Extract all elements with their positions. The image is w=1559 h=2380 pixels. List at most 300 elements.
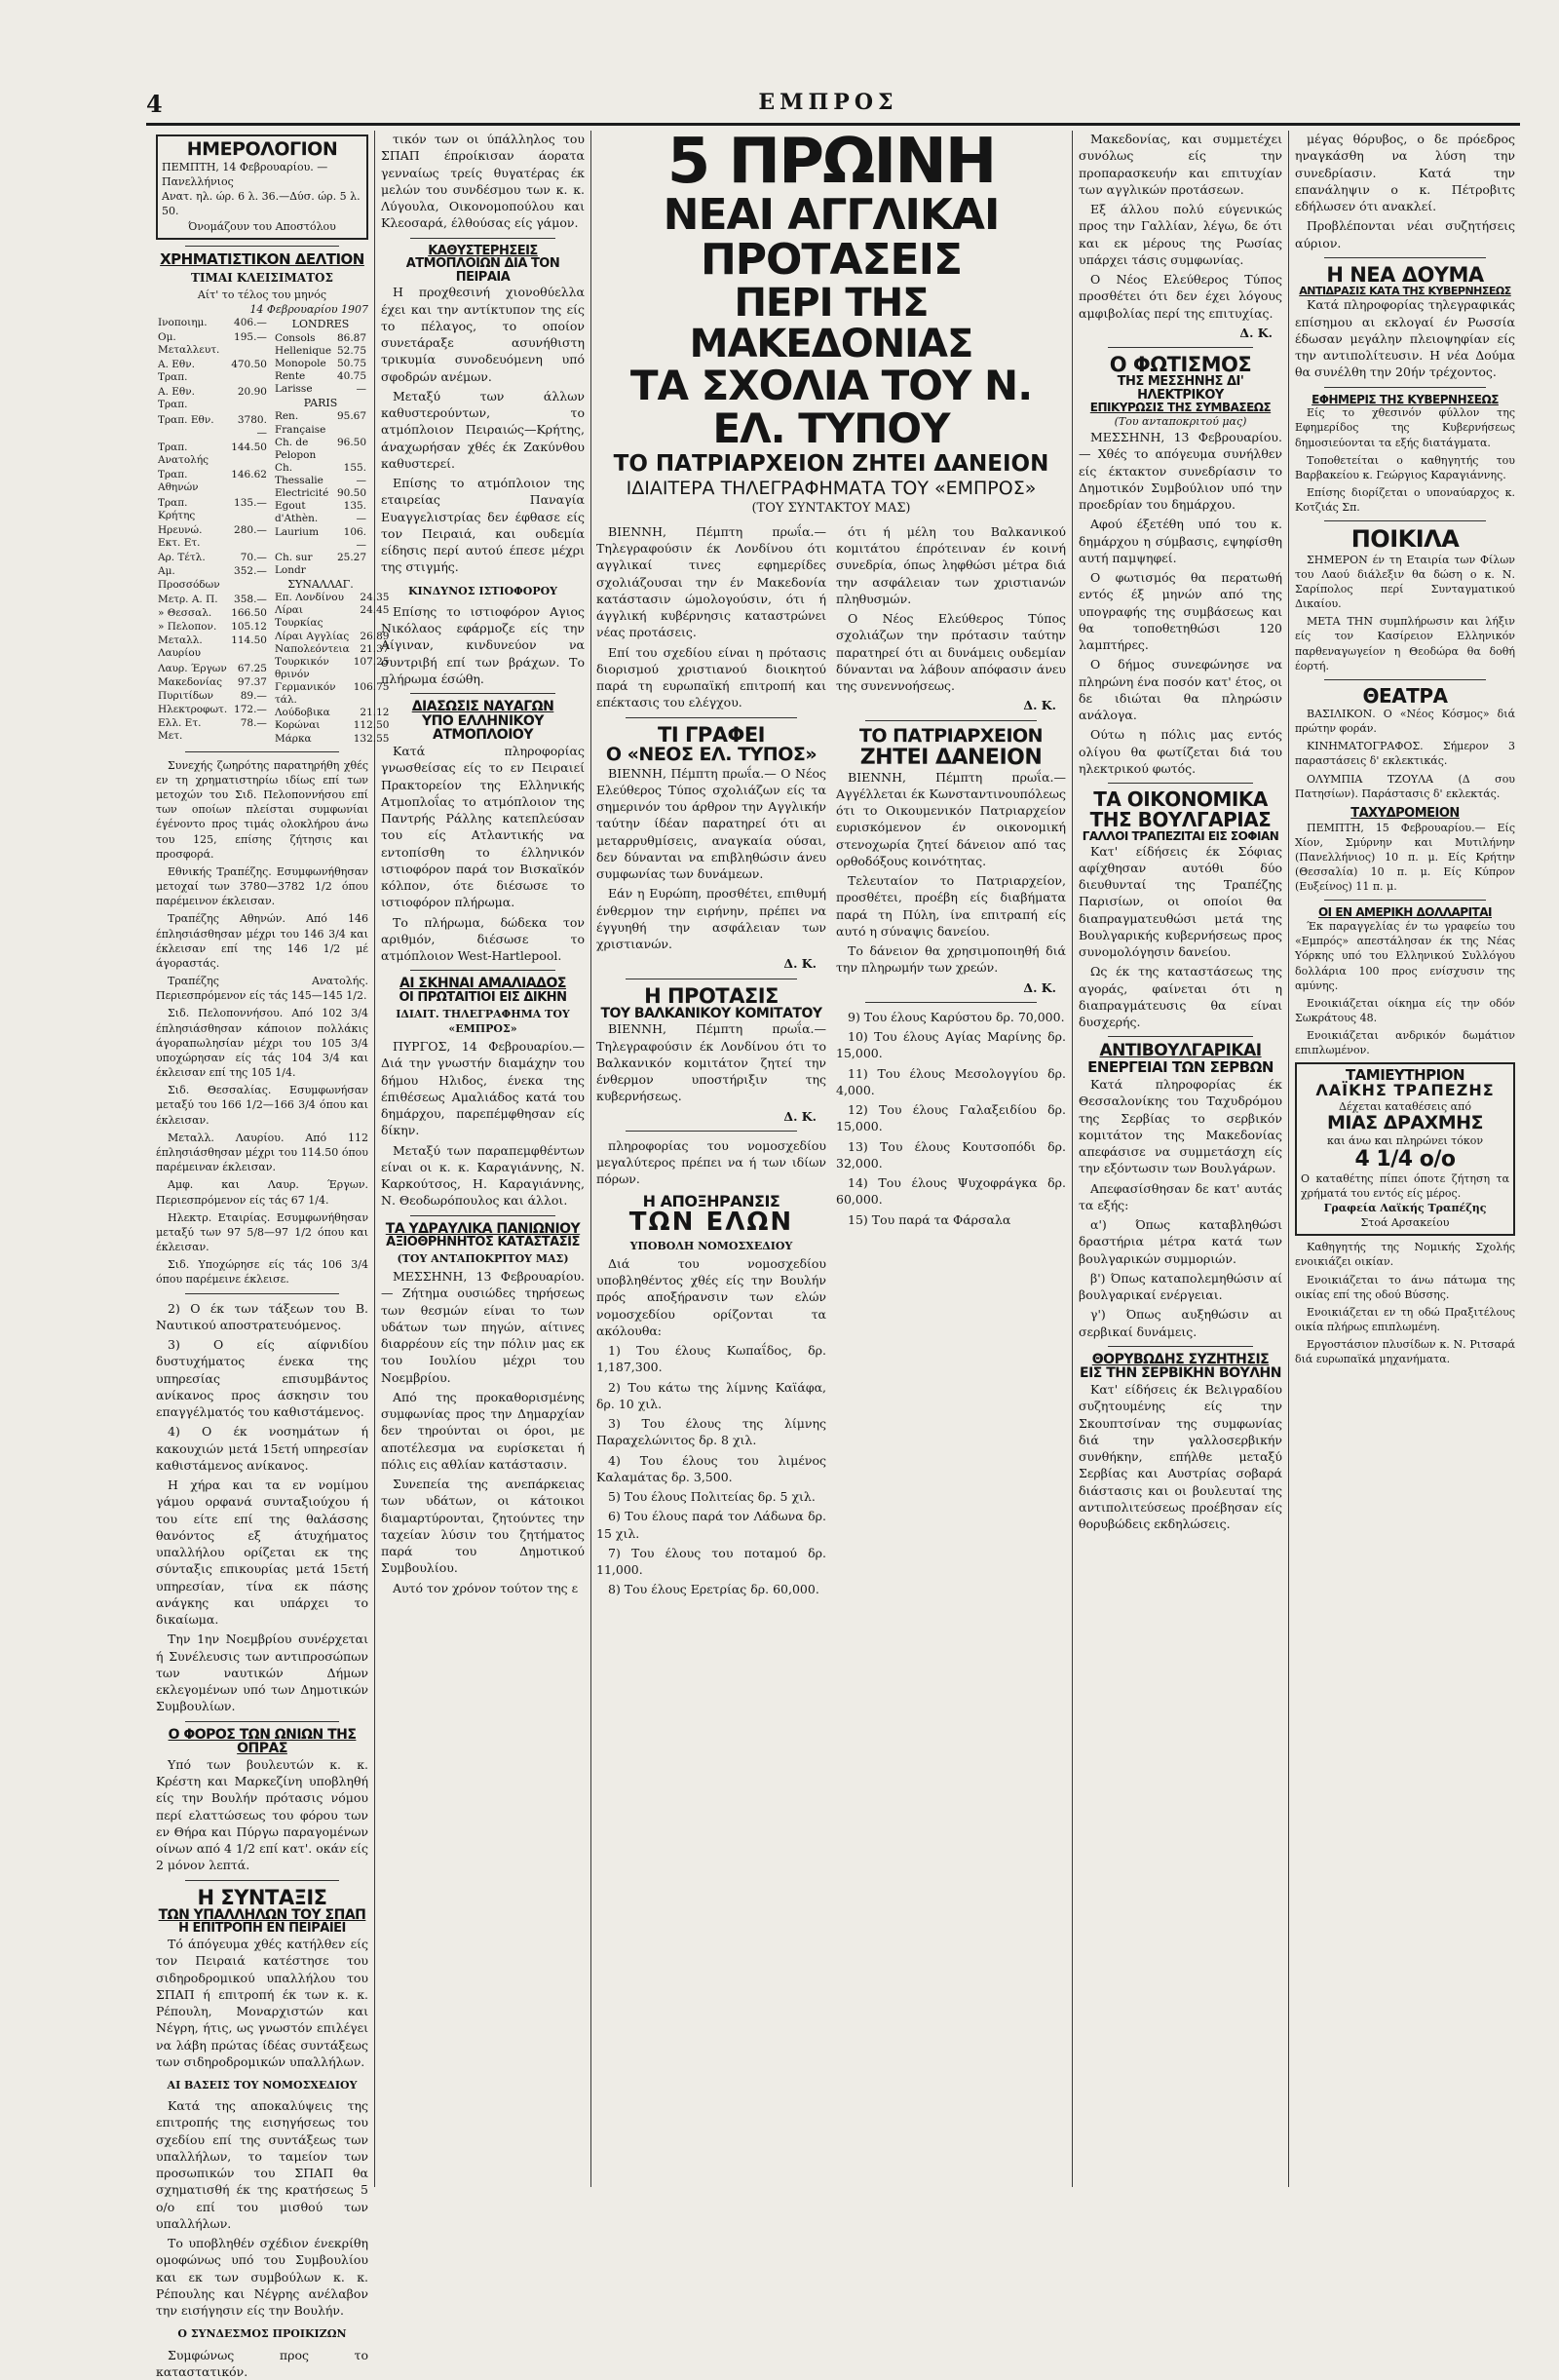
exchange-row bbox=[273, 345, 368, 358]
exchange-row bbox=[273, 604, 392, 630]
paragraph: Εθνικής Τραπέζης. Εσυμφωνήθησαν μετοχαί των 3780—3782 1/2 όπου παρέμεινον έκλεισαν. bbox=[156, 864, 368, 908]
paragraph: Την 1ην Νοεμβρίου συνέρχεται ή Συνέλευσις των αντιπροσώπων των ναυτικών Δήμων εκλεγομένων υπό των Δημοτικών Συμβουλίων. bbox=[156, 1631, 368, 1714]
paragraph: Αυτό τον χρόνον τούτον της ε bbox=[393, 1580, 579, 1595]
exchange-row bbox=[273, 487, 368, 500]
paragraph: ΚΙΝΗΜΑΤΟΓΡΑΦΟΣ. Σήμερον 3 παραστάσεις δ' εκλεκτικάς. bbox=[1295, 740, 1515, 768]
exchange-name: Consols bbox=[274, 331, 316, 344]
paragraph: Σιδ. Θεσσαλίας. Εσυμφωνήσαν μεταξύ του 166 1/2—166 3/4 όπου και έκλεισαν. bbox=[156, 1084, 368, 1127]
exchange-name: Ηλεκτροφωτ. bbox=[158, 703, 228, 715]
headline: Η ΕΠΙΤΡΟΠΗ ΕΝ ΠΕΙΡΑΙΕΙ bbox=[178, 1921, 346, 1937]
paragraph: Εξ άλλου πολύ εύγενικώς προς την Γαλλίαν, λέγω, δε ότι και εκ μέρους της Ρωσίας υπάρχει τάσις συμφωνίας. bbox=[1079, 202, 1282, 267]
paragraph: 3) Ο είς αίφνιδίου δυστυχήματος ένεκα της υπηρεσίας επισυμβάντος ανίκανος προς άσκησιν του επαγγέλματός του καθιστάμενος. bbox=[156, 1337, 368, 1420]
exchange-name: Μάρκα bbox=[274, 732, 312, 745]
headline: Η ΣΥΝΤΑΞΙΣ bbox=[197, 1885, 327, 1909]
exchange-value: 50.75 bbox=[336, 357, 367, 369]
exchange-subtitle: ΤΙΜΑΙ ΚΛΕΙΣΙΜΑΤΟΣ bbox=[191, 270, 333, 285]
headline: ΤΟΥ ΒΑΛΚΑΝΙΚΟΥ ΚΟΜΙΤΑΤΟΥ bbox=[600, 1005, 822, 1021]
headline: Ο «ΝΕΟΣ ΕΛ. ΤΥΠΟΣ» bbox=[605, 743, 818, 765]
exchange-value: 195.— bbox=[234, 330, 267, 343]
exchange-row bbox=[273, 552, 368, 577]
paragraph: Εάν η Ευρώπη, προσθέτει, επιθυμή ένθερμον την ειρήνην, πρέπει να έγγυηθή την ασφάλειαν των χριστιανών. bbox=[596, 886, 826, 952]
exchange-name: Τουρκικόν θρινόν bbox=[274, 655, 329, 680]
exchange-row bbox=[156, 441, 269, 469]
exchange-row bbox=[156, 552, 269, 565]
exchange-value: 144.50 bbox=[231, 441, 267, 453]
exchange-name: Αμ. Προσσόδων bbox=[158, 565, 220, 591]
exchange-name: Α. Εθν. Τραπ. bbox=[158, 358, 195, 384]
paragraph: Κατά πληροφορίας τηλεγραφικάς επίσημου αι εκλογαί έν Ρωσσία έδωσαν μεγάλην πλειοψηφίαν είς την αντιπολίτευσιν. Η νέα Δούμα θα συνέλθη την 20ήν τρέχοντος. bbox=[1295, 297, 1515, 380]
paragraph: Διά του νομοσχεδίου υποβληθέντος χθές είς την Βουλήν πρός αποξήρανσιν των ελών νομοσχεδίου ορίζονται τα ακόλουθα: bbox=[596, 1255, 826, 1338]
paragraph: ΠΕΜΠΤΗ, 15 Φεβρουαρίου.— Είς Χίον, Σμύρνην και Μυτιλήνην (Πανελλήνιος) 10 π. μ. Είς Κρήτην (Θεσσαλία) 10 π. μ. Είς Κύπρον (Ευξείνος) 11 π. μ. bbox=[1295, 821, 1515, 894]
headline: Ο ΦΩΤΙΣΜΟΣ bbox=[1109, 353, 1252, 376]
exchange-value: 146.62 bbox=[231, 469, 267, 481]
exchange-value: 470.50 bbox=[231, 358, 267, 370]
exchange-row bbox=[156, 359, 269, 386]
exchange-row bbox=[273, 719, 392, 732]
exchange-row bbox=[273, 500, 368, 525]
exchange-value: 155.— bbox=[343, 461, 367, 487]
paragraph: Κατ' είδήσεις έκ Σόφιας αφίχθησαν αυτόθι δύο διευθυνταί της Τραπέζης Παρισίων, οι οποίοι θα διαπραγματευθώσι μετά της Βουλγαρικής κυβερνήσεως προς συνομολόγησιν δανείου. bbox=[1079, 843, 1282, 960]
exchange-name: Λούδοβικα bbox=[274, 707, 330, 719]
exchange-value: 112.50 bbox=[353, 719, 390, 732]
paragraph: Μεταξύ των παραπεμφθέντων είναι οι κ. κ. Καραγιάννης, Ν. Καρκούτσος, Η. Καραγιάννης, Ν. Θεοδωρόπουλος και άλλοι. bbox=[381, 1142, 585, 1209]
subheadline: (ΤΟΥ ΑΝΤΑΠΟΚΡΙΤΟΥ ΜΑΣ) bbox=[397, 1251, 569, 1265]
exchange-name: Λίραι Τουρκίας bbox=[274, 604, 323, 630]
headline: ΖΗΤΕΙ ΔΑΝΕΙΟΝ bbox=[859, 745, 1043, 770]
exchange-row bbox=[273, 656, 392, 681]
exchange-name: Κορώναι bbox=[274, 719, 321, 732]
exchange-name: Λαυρ. Έργων bbox=[158, 662, 227, 674]
exchange-value: 406.— bbox=[234, 317, 267, 329]
exchange-name: Laurium bbox=[274, 525, 320, 538]
paragraph: Ούτω η πόλις μας εντός ολίγου θα φωτίζεται διά του ηλεκτρικού φωτός. bbox=[1079, 727, 1282, 776]
calendar-box bbox=[156, 134, 368, 240]
headline: ΤΑ ΟΙΚΟΝΟΜΙΚΑ bbox=[1093, 787, 1268, 812]
column-divider bbox=[374, 131, 375, 2187]
exchange-value: 135.— bbox=[343, 500, 367, 525]
sync-label: ΣΥΝΑΛΛΑΓ. bbox=[287, 578, 354, 592]
exchange-name: Ch. Thessalie bbox=[274, 461, 323, 487]
column-4 bbox=[1079, 131, 1282, 2187]
ad-rate: 4 1/4 ο/ο bbox=[1354, 1147, 1456, 1172]
exchange-row bbox=[273, 707, 392, 719]
exchange-value: 24.45 bbox=[360, 604, 390, 617]
signature: Δ. Κ. bbox=[1023, 979, 1056, 995]
calendar-title: ΗΜΕΡΟΛΟΓΙΟΝ bbox=[186, 138, 338, 160]
paragraph: ΒΙΕΝΝΗ, Πέμπτη πρωΐα.— Αγγέλλεται έκ Κωνσταντινουπόλεως ότι το Οικουμενικόν Πατριαρχείον ευρισκόμενον έν οικονομική στενοχωρία ζητεί δάνειον από τας ορθοδόξους κοινότητας. bbox=[836, 769, 1066, 868]
headline: ΘΕΑΤΡΑ bbox=[1362, 683, 1448, 708]
exchange-name: » Πελοπον. bbox=[158, 621, 217, 633]
paragraph: Η προχθεσινή χιονοθύελλα έχει και την αντίκτυπον της είς το πέλαγος, το οποίον συνετάραξε ασυνήθιστη τρικυμία συνοδευόμενη υπό σφοδρών ανέμων. bbox=[381, 285, 585, 384]
paragraph: Επίσης το ιστιοφόρον Αγιος Νικόλαος εφάρμοζε είς την Αίγιναν, κινδυνεύον να συντριβή επί των βράχων. Το πλήρωμα έσώθη. bbox=[381, 603, 585, 686]
paragraph: ότι ή μέλη του Βαλκανικού κομιτάτου έπρότειναν έν κοινή συνεδρία, όπως ληφθώσι μέτρα διά την ασφάλειαν των χριστιανών πληθυσμών. bbox=[836, 523, 1066, 606]
exchange-name: Τραπ. Εθν. bbox=[158, 413, 214, 426]
exchange-table-left bbox=[156, 317, 269, 745]
exchange-row bbox=[156, 717, 269, 746]
paragraph: Μεταλλ. Λαυρίου. Από 112 έπλησιάσθησαν μέχρι του 114.50 όπου παρέμειναν έκλεισαν. bbox=[156, 1131, 368, 1174]
exchange-row bbox=[156, 386, 269, 413]
paragraph: Σιδ. Πελοποννήσου. Από 102 3/4 έπλησιάσθησαν κάποιον πολλάκις άγοραπωλησίαν μέχρι του 105 3/4 υποχώρησαν είς τάς 104 3/4 και έκλεισαν επί της 105 1/4. bbox=[156, 1007, 368, 1080]
headline: ΑΞΙΟΘΡΗΝΗΤΟΣ ΚΑΤΑΣΤΑΣΙΣ bbox=[386, 1235, 580, 1250]
exchange-row bbox=[156, 607, 269, 621]
exchange-name: Ομ. Μεταλλευτ. bbox=[158, 330, 220, 356]
paragraph: Μακεδονίας, και συμμετέχει συνόλως είς την προπαρασκευήν και επιτυχίαν των αγγλικών προτάσεων. bbox=[1079, 132, 1282, 197]
paragraph: Η χήρα και τα εν νομίμου γάμου ορφανά συνταξιούχου ή του είτε επί της θαλάσσης θανόντος εξ άτυχήματος υπαλλήλου ορίζεται εκ της σύνταξις επικουρίας μετά 15ετή υπηρεσίαν, τίνα εκ πάσης ανάγκης και υπάρχει το δικαίωμα. bbox=[156, 1478, 368, 1628]
headline: ΤΗΣ ΒΟΥΛΓΑΡΙΑΣ bbox=[1089, 808, 1272, 832]
paragraph: ΠΥΡΓΟΣ, 14 Φεβρουαρίου.— Διά την γνωστήν διαμάχην του δήμου Ηλιδος, ένεκα της έπιθέσεως Αμαλιάδος κατά του δημάρχου, παρεπέμφθησαν είς δίκην. bbox=[381, 1039, 585, 1138]
paragraph: Ηλεκτρ. Εταιρίας. Εσυμφωνήθησαν μεταξύ των 97 5/8—97 1/2 όπου και έκλεισαν. bbox=[156, 1210, 368, 1254]
exchange-row bbox=[156, 594, 269, 607]
paragraph: Τό άπόγευμα χθές κατήλθεν είς τον Πειραιά κατέστησε του σιδηροδρομικού υπαλλήλου του ΣΠΑΠ ή επιτροπή έκ των κ. κ. Ρέπουλη, Μοναρχιστών και Νέγρη, ήτις, ως γνωστόν επιλέγει να λάβη πρώτας ίδέας συντάξεως των σιδηροδρομικών υπαλλήλων. bbox=[156, 1937, 368, 2069]
headline: ΟΙ ΠΡΩΤΑΙΤΙΟΙ ΕΙΣ ΔΙΚΗΝ bbox=[399, 990, 567, 1006]
exchange-name: Ηρευνώ. Εκτ. Ετ. bbox=[158, 523, 203, 550]
exchange-name: Hellenique bbox=[274, 344, 332, 357]
signature: Δ. Κ. bbox=[1023, 698, 1056, 713]
paragraph: ΒΙΕΝΝΗ, Πέμπτη πρωΐα.— Τηλεγραφούσιν έκ Λονδίνου ότι το Βαλκανικόν κομιτάτον ζητεί την ένθερμον υποστήριξιν της κυβερνήσεως. bbox=[596, 1021, 826, 1104]
paragraph: ΒΙΕΝΝΗ, Πέμπτη πρωΐα.— Τηλεγραφούσιν έκ Λονδίνου ότι αγγλικαί τινες εφημερίδες σχολιάζουσαι την έν Μακεδονία κατάστασιν ώμολογούσιν, ότι ή άγγλική κυβέρνησις καταστρώνει νέας προτάσεις. bbox=[596, 523, 826, 640]
headline: Η ΠΡΟΤΑΣΙΣ bbox=[644, 983, 779, 1008]
paragraph: 15) Του παρά τα Φάρσαλα bbox=[848, 1211, 1011, 1227]
paragraph: 7) Του έλους του ποταμού δρ. 11,000. bbox=[596, 1545, 826, 1578]
exchange-row bbox=[273, 592, 392, 604]
page-number: 4 bbox=[146, 90, 163, 118]
paragraph: 14) Του έλους Ψυχοφράγκα δρ. 60,000. bbox=[836, 1175, 1066, 1208]
paragraph: Από της προκαθορισμένης συμφωνίας προς την Δημαρχίαν δεν τηρούνται οι όροι, με αποτέλεσμα να ευρίσκεται ή πόλις εις αθλίαν κατάστασιν. bbox=[381, 1389, 585, 1472]
exchange-value: 90.50 bbox=[336, 487, 367, 500]
exchange-name: Monopole bbox=[274, 357, 326, 369]
exchange-name: Τραπ. Κρήτης bbox=[158, 496, 196, 521]
headline: ΑΝΤΙΒΟΥΛΓΑΡΙΚΑΙ bbox=[1099, 1041, 1262, 1061]
exchange-row bbox=[156, 565, 269, 593]
calendar-line: ΠΕΜΠΤΗ, 14 Φεβρουαρίου. — Πανελλήνιος bbox=[162, 160, 328, 189]
paragraph: 8) Του έλους Ερετρίας δρ. 60,000. bbox=[608, 1582, 819, 1597]
exchange-name: Μεταλλ. Λαυρίου bbox=[158, 634, 203, 660]
paragraph: Επίσης διορίζεται ο υποναύαρχος κ. Κοτζιάς Σπ. bbox=[1295, 486, 1515, 515]
paragraph: 4) Ο έκ νοσημάτων ή κακουχιών μετά 15ετή υπηρεσίαν καθιστάμενος ανίκανος. bbox=[156, 1424, 368, 1473]
paragraph: Αφού έξετέθη υπό του κ. δημάρχου η σύμβασις, εψηφίσθη αυτή παμψηφεί. bbox=[1079, 517, 1282, 565]
exchange-value: 89.— bbox=[240, 689, 267, 702]
exchange-value: — bbox=[356, 383, 367, 396]
exchange-value: 97.37 bbox=[237, 675, 267, 688]
paragraph: Σιδ. Υποχώρησε είς τάς 106 3/4 όπου παρέμεινε έκλεισε. bbox=[156, 1258, 368, 1286]
paragraph: 12) Του έλους Γαλαξειδίου δρ. 15,000. bbox=[836, 1102, 1066, 1134]
exchange-name: Λίραι Αγγλίας bbox=[274, 630, 350, 642]
paragraph: Τελευταίον το Πατριαρχείον, προσθέτει, προέβη είς διαβήματα παρά τη Πύλη, ίνα επιτραπή είς αυτό η σύναψις δανείου. bbox=[836, 873, 1066, 939]
paragraph: 1) Του έλους Κωπαΐδος, δρ. 1,187,300. bbox=[596, 1343, 826, 1375]
exchange-value: 86.87 bbox=[336, 331, 367, 344]
ad-line: Γραφεία Λαϊκής Τραπέζης bbox=[1323, 1201, 1487, 1214]
paragraph: Αμφ. και Λαυρ. Έργων. Περιεσπρόμενον είς τάς 67 1/4. bbox=[156, 1178, 368, 1207]
exchange-value: 358.— bbox=[234, 593, 267, 605]
exchange-value: 280.— bbox=[234, 523, 267, 536]
paris-label: PARIS bbox=[303, 397, 338, 410]
exchange-row bbox=[156, 690, 269, 704]
paragraph: Επί του σχεδίου είναι η πρότασις διορισμού χριστιανού διοικητού παρά τη ευρωπαϊκή επιτροπή και επέκτασις του ελέγχου. bbox=[596, 644, 826, 710]
exchange-value: 26.89 bbox=[360, 630, 390, 642]
exchange-row bbox=[273, 462, 368, 487]
exchange-row bbox=[273, 370, 368, 383]
exchange-row bbox=[156, 676, 269, 690]
exchange-name: Rente bbox=[274, 369, 306, 382]
paragraph: Μεταξύ των άλλων καθυστερούντων, το ατμόπλοιον Πειραιώς—Κρήτης, άναχωρήσαν χθές έκ Ζακύνθου καθυστερεί. bbox=[381, 388, 585, 471]
paragraph: Συμφώνως προς το καταστατικόν. bbox=[156, 2347, 368, 2379]
paragraph: ΣΗΜΕΡΟΝ έν τη Εταιρία των Φίλων του Λαού διάλεξιν θα δώση ο κ. Ν. Σαρίπολος περί Συνταγματικού Δικαίου. bbox=[1295, 553, 1515, 611]
signature: Δ. Κ. bbox=[783, 956, 817, 972]
paragraph: Το υποβληθέν σχέδιον ένεκρίθη ομοφώνως υπό του Συμβουλίου και εκ των συμβούλων κ. κ. Ρέπουλης και Νέγρης ανέλαβον την εισήγησιν είς την Βουλήν. bbox=[156, 2236, 368, 2319]
exchange-row bbox=[273, 437, 368, 462]
paragraph: Ενοικιάζεται εν τη οδώ Πραξιτέλους οικία πλήρως επιπλωμένη. bbox=[1295, 1305, 1515, 1334]
exchange-value: 78.— bbox=[240, 717, 267, 730]
kicker-headline: 5 ΠΡΩΙΝΗ bbox=[666, 126, 996, 198]
paragraph: γ') Όπως αυξηθώσιν αι σερβικαί δυνάμεις. bbox=[1079, 1307, 1282, 1339]
exchange-name: Αρ. Τέτλ. bbox=[158, 552, 206, 564]
paragraph: 6) Του έλους παρά τον Λάδωνα δρ. 15 χιλ. bbox=[596, 1509, 826, 1541]
paragraph: τικόν των οι ύπάλληλος του ΣΠΑΠ έπροίκισαν άορατα γενναίως τρείς θυγατέρας έκ μελών του συνδέσμου των κ. κ. Λύγουλα, Οικονομοπούλου και Κλεοσαρά, έλθούσας είς γάμον. bbox=[381, 132, 585, 231]
london-label: LONDRES bbox=[291, 318, 350, 331]
exchange-value: 25.27 bbox=[336, 551, 367, 563]
exchange-name: Επ. Λονδίνου bbox=[274, 592, 344, 604]
exchange-value: 106.75 bbox=[353, 681, 390, 694]
headline: ΚΑΘΥΣΤΕΡΗΣΕΙΣ bbox=[428, 243, 538, 258]
exchange-row bbox=[273, 332, 368, 345]
paragraph: Κατά πληροφορίας γνωσθείσας είς το εν Πειραιεί Πρακτορείον της Ελληνικής Ατμοπλοΐας το ατμόπλοιον της Παντρής Ράλλης κατεπλεύσαν του είς Ατλαντικής να εντοπίσθη το έλληνικόν ιστιοφόρον παρά τον Βισκαϊκόν κόλπον, ότε διέσωσε το ιστιοφόρον πλήρωμα. bbox=[381, 744, 585, 910]
exchange-name: Ελλ. Ετ. Μετ. bbox=[158, 717, 202, 743]
headline: ΤΑ ΥΔΡΑΥΛΙΚΑ ΠΑΝΙΩΝΙΟΥ bbox=[385, 1220, 581, 1237]
exchange-row bbox=[156, 634, 269, 662]
exchange-name: Ch. sur Londr bbox=[274, 551, 313, 576]
paragraph: Είς το χθεσινόν φύλλον της Εφημερίδος της Κυβερνήσεως δημοσιεύονται τα εξής διατάγματα. bbox=[1295, 406, 1515, 449]
exchange-title: ΧΡΗΜΑΤΙΣΤΙΚΟΝ ΔΕΛΤΙΟΝ bbox=[160, 250, 364, 268]
exchange-row bbox=[273, 681, 392, 707]
column-2 bbox=[381, 131, 585, 2187]
ad-title: ΛΑΪΚΗΣ ΤΡΑΠΕΖΗΣ bbox=[1315, 1081, 1495, 1100]
exchange-row bbox=[156, 704, 269, 717]
paragraph: Κατά της αποκαλύψεις της επιτροπής της εισηγήσεως του σχεδίου επί της συντάξεως των υπαλλήλων, το ταμείον των προσωπικών του ΣΠΑΠ θα σχηματισθή έκ της κρατήσεως 5 ο/ο επί του μισθού των υπαλλήλων. bbox=[156, 2098, 368, 2231]
headline: ΤΩΝ ΕΛΩΝ bbox=[628, 1208, 794, 1238]
exchange-name: Ινοποιημ. bbox=[158, 317, 208, 329]
exchange-row bbox=[273, 358, 368, 370]
bank-advertisement bbox=[1295, 1062, 1515, 1237]
headline: ΑΝΤΙΔΡΑΣΙΣ ΚΑΤΑ ΤΗΣ ΚΥΒΕΡΝΗΣΕΩΣ bbox=[1299, 284, 1511, 297]
headline: ΘΟΡΥΒΩΔΗΣ ΣΥΖΗΤΗΣΙΣ bbox=[1091, 1351, 1270, 1367]
exchange-name: Μετρ. Α. Π. bbox=[158, 593, 218, 605]
headline: ΤΗΣ ΜΕΣΣΗΝΗΣ ΔΙ' ΗΛΕΚΤΡΙΚΟΥ bbox=[1117, 374, 1244, 403]
exchange-row bbox=[156, 317, 269, 330]
exchange-value: 3780.— bbox=[237, 413, 267, 439]
exchange-name: Πυριτίδων bbox=[158, 689, 214, 702]
signature: Δ. Κ. bbox=[783, 1108, 817, 1124]
exchange-value: 21.37 bbox=[360, 642, 390, 655]
exchange-row bbox=[156, 469, 269, 496]
paragraph: ΜΕΣΣΗΝΗ, 13 Φεβρουαρίου.— Χθές το απόγευμα συνήλθεν είς έκτακτον συνεδρίασιν το Δημοτικόν Συμβούλιον υπό την προεδρίαν του δημάρχου. bbox=[1079, 430, 1282, 513]
ad-line: Στοά Αρσακείου bbox=[1360, 1216, 1450, 1230]
headline: Ο ΦΟΡΟΣ ΤΩΝ ΩΝΙΩΝ ΤΗΣ ΟΠΡΑΣ bbox=[168, 1726, 357, 1757]
headline: ΑΙ ΣΚΗΝΑΙ ΑΜΑΛΙΑΔΟΣ bbox=[399, 976, 566, 992]
exchange-value: 172.— bbox=[234, 703, 267, 715]
paragraph: Ο φωτισμός θα περατωθή εντός έξ μηνών από της υπογραφής της συμβάσεως και θα τοποθετηθώσι 120 λαμπτήρες. bbox=[1079, 570, 1282, 653]
exchange-value: 166.50 bbox=[231, 606, 267, 619]
headline: ΥΠΟ ΕΛΛΗΝΙΚΟΥ ΑΤΜΟΠΛΟΙΟΥ bbox=[422, 712, 544, 744]
paragraph: ΒΙΕΝΝΗ, Πέμπτη πρωΐα.— Ο Νέος Ελεύθερος Τύπος σχολιάζων είς τα σημερινόν του άρθρον την Αγγλικήν ταύτην ίδέαν παρατηρεί ότι αι μεταρρυθμίσεις, αναγκαία ούσαι, δεν δύνανται να επιβληθώσιν άνευ συμφωνίας των δυνάμεων. bbox=[596, 765, 826, 882]
headline: ΓΑΛΛΟΙ ΤΡΑΠΕΖΙΤΑΙ ΕΙΣ ΣΟΦΙΑΝ bbox=[1082, 829, 1279, 844]
headline: ΕΦΗΜΕΡΙΣ ΤΗΣ ΚΥΒΕΡΝΗΣΕΩΣ bbox=[1312, 392, 1499, 406]
column-divider bbox=[1072, 131, 1073, 2187]
headline: ΤΩΝ ΥΠΑΛΛΗΛΩΝ ΤΟΥ ΣΠΑΠ bbox=[158, 1906, 366, 1923]
paragraph: 11) Του έλους Μεσολογγίου δρ. 4,000. bbox=[836, 1065, 1066, 1097]
headline: ΤΙ ΓΡΑΦΕΙ bbox=[658, 722, 765, 747]
paragraph: α') Όπως καταβληθώσι δραστήρια μέτρα κατά των βουλγαρικών συμμοριών. bbox=[1079, 1217, 1282, 1266]
paragraph: 2) Του κάτω της λίμνης Καϊάφα, δρ. 10 χιλ. bbox=[596, 1379, 826, 1411]
headline: Η ΑΠΟΞΗΡΑΝΣΙΣ bbox=[642, 1191, 780, 1210]
subheadline: ΥΠΟΒΟΛΗ ΝΟΜΟΣΧΕΔΙΟΥ bbox=[629, 1239, 793, 1252]
ad-line: και άνω και πληρώνει τόκον bbox=[1326, 1134, 1484, 1148]
paragraph: Συνεχής ζωηρότης παρατηρήθη χθές εν τη χρηματιστηρίω ιδίως επί των μετοχών του Σιδ. Πελοποννήσου επί των οποίων πλείσται συμφωνίαι έγένοντο προς τιμάς ολοκλήρου άνω του 125, επίσης ζήτησις και προσφορά. bbox=[156, 758, 368, 861]
ad-line: Δέχεται καταθέσεις από bbox=[1339, 1100, 1471, 1114]
exchange-value: 67.25 bbox=[237, 662, 267, 674]
masthead bbox=[146, 90, 1510, 119]
paragraph: Το πλήρωμα, δώδεκα τον αριθμόν, διέσωσε το ατμόπλοιον West-Hartlepool. bbox=[381, 914, 585, 964]
paragraph: Καθηγητής της Νομικής Σχολής ενοικιάζει οικίαν. bbox=[1295, 1241, 1515, 1269]
exchange-name: Μακεδονίας bbox=[158, 675, 222, 688]
exchange-row bbox=[156, 524, 269, 552]
exchange-name: Γερμανικόν τάλ. bbox=[274, 681, 336, 707]
exchange-name: Τραπ. Ανατολής bbox=[158, 441, 209, 467]
headline: ΤΟ ΠΑΤΡΙΑΡΧΕΙΟΝ bbox=[858, 724, 1044, 747]
paragraph: Εργοστάσιον πλυσίδων κ. Ν. Ριτσαρά διά ευρωπαϊκά μηχανήματα. bbox=[1295, 1338, 1515, 1366]
paragraph: ΒΑΣΙΛΙΚΟΝ. Ο «Νέος Κόσμος» διά πρώτην φοράν. bbox=[1295, 707, 1515, 736]
byline: (Του ανταποκριτού μας) bbox=[1114, 414, 1247, 428]
paragraph: Τραπέζης Αθηνών. Από 146 έπλησιάσθησαν μέχρι του 146 3/4 και έκλεισαν επί της 146 1/2 μέ άγοραστάς. bbox=[156, 912, 368, 970]
headline: ΕΙΣ ΤΗΝ ΣΕΡΒΙΚΗΝ ΒΟΥΛΗΝ bbox=[1080, 1365, 1281, 1382]
exchange-value: 40.75 bbox=[336, 369, 367, 382]
paragraph: 4) Του έλους του λιμένος Καλαμάτας δρ. 3,500. bbox=[596, 1452, 826, 1484]
paragraph: Ενοικιάζεται ανδρικόν δωμάτιον επιπλωμένον. bbox=[1295, 1029, 1515, 1057]
exchange-value: 106.— bbox=[343, 525, 367, 551]
headline: ΕΝΕΡΓΕΙΑΙ ΤΩΝ ΣΕΡΒΩΝ bbox=[1087, 1058, 1274, 1077]
exchange-value: 70.— bbox=[240, 552, 267, 564]
paragraph: 5) Του έλους Πολιτείας δρ. 5 χιλ. bbox=[608, 1489, 816, 1505]
paragraph: ΟΛΥΜΠΙΑ ΤΖΟΥΛΑ (Δ σου Πατησίων). Παράστασις δ' εκλεκτάς. bbox=[1295, 772, 1515, 800]
sub-headline: ΙΔΙΑΙΤΕΡΑ ΤΗΛΕΓΡΑΦΗΜΑΤΑ ΤΟΥ «ΕΜΠΡΟΣ» bbox=[626, 478, 1037, 500]
subheadline: Ο ΣΥΝΔΕΣΜΟΣ ΠΡΟΙΚΙΖΩΝ bbox=[177, 2327, 347, 2341]
exchange-name: Ναπολεόντεια bbox=[274, 642, 350, 655]
paragraph: β') Όπως καταπολεμηθώσιν αί βουλγαρικαί ενέργειαι. bbox=[1079, 1270, 1282, 1303]
exchange-row bbox=[273, 733, 392, 746]
byline: (ΤΟΥ ΣΥΝΤΑΚΤΟΥ ΜΑΣ) bbox=[751, 500, 911, 516]
column-divider bbox=[590, 131, 591, 2187]
exchange-row bbox=[273, 643, 392, 656]
paragraph: 13) Του έλους Κουτσοπόδι δρ. 32,000. bbox=[836, 1138, 1066, 1171]
paragraph: 10) Του έλους Αγίας Μαρίνης δρ. 15,000. bbox=[836, 1029, 1066, 1061]
exchange-value: 52.75 bbox=[336, 344, 367, 357]
exchange-date: 14 Φεβρουαρίου 1907 bbox=[249, 303, 368, 317]
exchange-row bbox=[273, 631, 392, 643]
paragraph: μέγας θόρυβος, ο δε πρόεδρος ηναγκάσθη να λύση την συνεδρίασιν. Κατά την επανάληψιν ο κ. Πέτροβιτς εδήλωσεν ότι ανακλεί. bbox=[1295, 132, 1515, 213]
headline: ΔΙΑΣΩΣΙΣ ΝΑΥΑΓΩΝ bbox=[411, 699, 554, 715]
exchange-row bbox=[156, 331, 269, 359]
paper-title: ΕΜΠΡΟΣ bbox=[758, 90, 898, 115]
ad-title: ΤΑΜΙΕΥΤΗΡΙΟΝ bbox=[1345, 1065, 1465, 1084]
exchange-name: » Θεσσαλ. bbox=[158, 606, 212, 619]
ad-title: ΜΙΑΣ ΔΡΑΧΜΗΣ bbox=[1326, 1112, 1484, 1134]
sub-headline: ΤΟ ΠΑΤΡΙΑΡΧΕΙΟΝ ΖΗΤΕΙ ΔΑΝΕΙΟΝ bbox=[613, 450, 1049, 477]
exchange-value: 132.55 bbox=[353, 732, 390, 745]
paragraph: 2) Ο έκ των τάξεων του Β. Ναυτικού αποστρατευόμενος. bbox=[156, 1300, 368, 1332]
paragraph: Ενοικιάζεται οίκημα είς την οδόν Σωκράτους 48. bbox=[1295, 996, 1515, 1025]
exchange-row bbox=[156, 663, 269, 676]
main-headline: ΝΕΑΙ ΑΓΓΛΙΚΑΙ ΠΡΟΤΑΣΕΙΣ bbox=[663, 190, 1000, 286]
paragraph: Τοποθετείται ο καθηγητής του Βαρβακείου κ. Γεώργιος Καραγιάννης. bbox=[1295, 453, 1515, 481]
exchange-value: 21.12 bbox=[360, 707, 390, 719]
paragraph: Ο δήμος συνεφώνησε να πληρώνη ένα ποσόν κατ' έτος, οι δε ιδιώται θα πληρώσιν ανάλογα. bbox=[1079, 657, 1282, 723]
subheadline: ΚΙΝΔΥΝΟΣ ΙΣΤΙΟΦΟΡΟΥ bbox=[407, 584, 558, 597]
exchange-row bbox=[156, 497, 269, 524]
calendar-line: Όνομάζουν του Αποστόλου bbox=[188, 219, 336, 233]
paragraph: ΜΕΤΑ ΤΗΝ συμπλήρωσιν και λήξιν είς τον Κασίρειον Ελληνικόν παρθεναγωγείον η Θεοδώρα θα δοθή έορτή. bbox=[1295, 615, 1515, 672]
exchange-name: Ch. de Pelopon bbox=[274, 436, 317, 461]
paragraph: Επίσης το ατμόπλοιον της εταιρείας Παναγία Ευαγγελιστρίας δεν έφθασε είς τον Πειραιά, και ουδεμία είδησις περί αυτού έπεσε μέχρι της στιγμής. bbox=[381, 476, 585, 575]
paragraph: Υπό των βουλευτών κ. κ. Κρέστη και Μαρκεζίνη υποβληθή είς την Βουλήν πρότασις νόμου περί ελαττώσεως του φόρου των εν Θήρα και Πύργω παραγομένων οίνων από 4 1/2 επί κατ'. οκάν είς 2 μόνον λεπτά. bbox=[156, 1756, 368, 1873]
ad-line: Ο καταθέτης πίπει όποτε ζήτηση τα χρήματά του εντός είς μέρος. bbox=[1301, 1171, 1509, 1200]
subcolumn-left bbox=[596, 523, 826, 1601]
paragraph: πληροφορίας του νομοσχεδίου μεγαλύτερος πρέπει να ή των ιδίων πόρων. bbox=[596, 1137, 826, 1187]
exchange-row bbox=[156, 414, 269, 441]
exchange-table-sync bbox=[273, 592, 392, 746]
column-1 bbox=[156, 131, 390, 2379]
headline: ΠΟΙΚΙΛΑ bbox=[1350, 525, 1460, 554]
column-5 bbox=[1295, 131, 1515, 2187]
paragraph: Ενοικιάζεται το άνω πάτωμα της οικίας επί της οδού Βύσσης. bbox=[1295, 1273, 1515, 1301]
paragraph: ΜΕΣΣΗΝΗ, 13 Φεβρουαρίου.— Ζήτημα ουσιώδες τηρήσεως των θεσμών είναι το των υδάτων των πηγών, αίτινες διαρρέουν είς την πόλιν μας εκ του Ιουλίου μέχρι του Νοεμβρίου. bbox=[381, 1269, 585, 1385]
paragraph: Ο Νέος Ελεύθερος Τύπος προσθέτει ότι δεν έχει λόγους αμφιβολίας περί της επιτυχίας. bbox=[1079, 272, 1282, 321]
exchange-table-london bbox=[273, 332, 368, 397]
main-headline-2: ΠΕΡΙ ΤΗΣ ΜΑΚΕΔΟΝΙΑΣ bbox=[689, 281, 973, 367]
exchange-value: 135.— bbox=[234, 496, 267, 509]
exchange-row bbox=[273, 410, 368, 436]
headline: ΟΙ ΕΝ ΑΜΕΡΙΚΗ ΔΟΛΛΑΡΙΤΑΙ bbox=[1317, 905, 1492, 920]
paragraph: Απεφασίσθησαν δε κατ' αυτάς τα εξής: bbox=[1079, 1180, 1282, 1212]
exchange-name: Ren. Française bbox=[274, 410, 326, 436]
signature: Δ. Κ. bbox=[1239, 325, 1273, 340]
exchange-name: Larisse bbox=[274, 383, 313, 396]
paragraph: Ο Νέος Ελεύθερος Τύπος σχολιάζων την πρότασιν ταύτην παρατηρεί ότι αι δυνάμεις ουδεμίαν δύνανται να λάβουν απόφασιν άνευ της συνεννοήσεως. bbox=[836, 611, 1066, 694]
headline: ΑΤΜΟΠΛΟΙΩΝ ΔΙΑ ΤΟΝ ΠΕΙΡΑΙΑ bbox=[405, 256, 560, 285]
exchange-value: 114.50 bbox=[231, 634, 267, 647]
exchange-name: Egout d'Athèn. bbox=[274, 500, 319, 525]
main-headline-3: ΤΑ ΣΧΟΛΙΑ ΤΟΥ Ν. ΕΛ. ΤΥΠΟΥ bbox=[629, 362, 1033, 453]
paragraph: Κατ' είδήσεις έκ Βελιγραδίου συζητουμένης είς την Σκουπτσίναν της συμφωνίας διά την γαλλοσερβικήν συνθήκην, επήλθε μεταξύ Σερβίας και Αυστρίας σοβαρά διάστασις και οι βουλευταί της αντιπολιτεύσεως προέβησαν είς θορυβώδεις εκδηλώσεις. bbox=[1079, 1382, 1282, 1532]
exchange-value: 95.67 bbox=[336, 410, 367, 423]
headline: ΤΑΧΥΔΡΟΜΕΙΟΝ bbox=[1350, 805, 1460, 821]
subheadline: ΑΙ ΒΑΣΕΙΣ ΤΟΥ ΝΟΜΟΣΧΕΔΙΟΥ bbox=[167, 2079, 358, 2092]
paragraph: Κατά πληροφορίας έκ Θεσσαλονίκης του Ταχυδρόμου της Σερβίας το σερβικόν κομιτάτον της Μακεδονίας απεφάσισε να συμμετάσχη είς την εξόντωσιν των Βουλγάρων. bbox=[1079, 1077, 1282, 1176]
paragraph: Το δάνειον θα χρησιμοποιηθή διά την πληρωμήν των χρεών. bbox=[836, 943, 1066, 976]
exchange-date: Αίτ' το τέλος του μηνός bbox=[197, 288, 327, 302]
exchange-value: 107.25 bbox=[353, 655, 390, 668]
exchange-row bbox=[273, 383, 368, 396]
exchange-name: Τραπ. Αθηνών bbox=[158, 469, 199, 494]
column-3 bbox=[596, 126, 1066, 2187]
exchange-row bbox=[273, 526, 368, 552]
paragraph: Συνεπεία της ανεπάρκειας των υδάτων, οι κάτοικοι διαμαρτύρονται, ζητούντες την ταχείαν λύσιν του ζητήματος παρά του Δημοτικού Συμβουλίου. bbox=[381, 1477, 585, 1576]
exchange-value: 105.12 bbox=[231, 621, 267, 633]
exchange-value: 352.— bbox=[234, 565, 267, 578]
headline: Η ΝΕΑ ΔΟΥΜΑ bbox=[1326, 262, 1484, 287]
calendar-line: Ανατ. ηλ. ώρ. 6 λ. 36.—Δύσ. ώρ. 5 λ. 50. bbox=[162, 190, 361, 218]
exchange-table-paris bbox=[273, 410, 368, 577]
paragraph: Τραπέζης Ανατολής. Περιεσπρόμενον είς τάς 145—145 1/2. bbox=[156, 975, 368, 1003]
paragraph: Έκ παραγγελίας έν τω γραφείω του «Εμπρός» απεστάλησαν έκ της Νέας Υόρκης υπό του Ελληνικού Συλλόγου δολλάρια 100 προς ενίσχυσιν της αμύνης. bbox=[1295, 920, 1515, 992]
